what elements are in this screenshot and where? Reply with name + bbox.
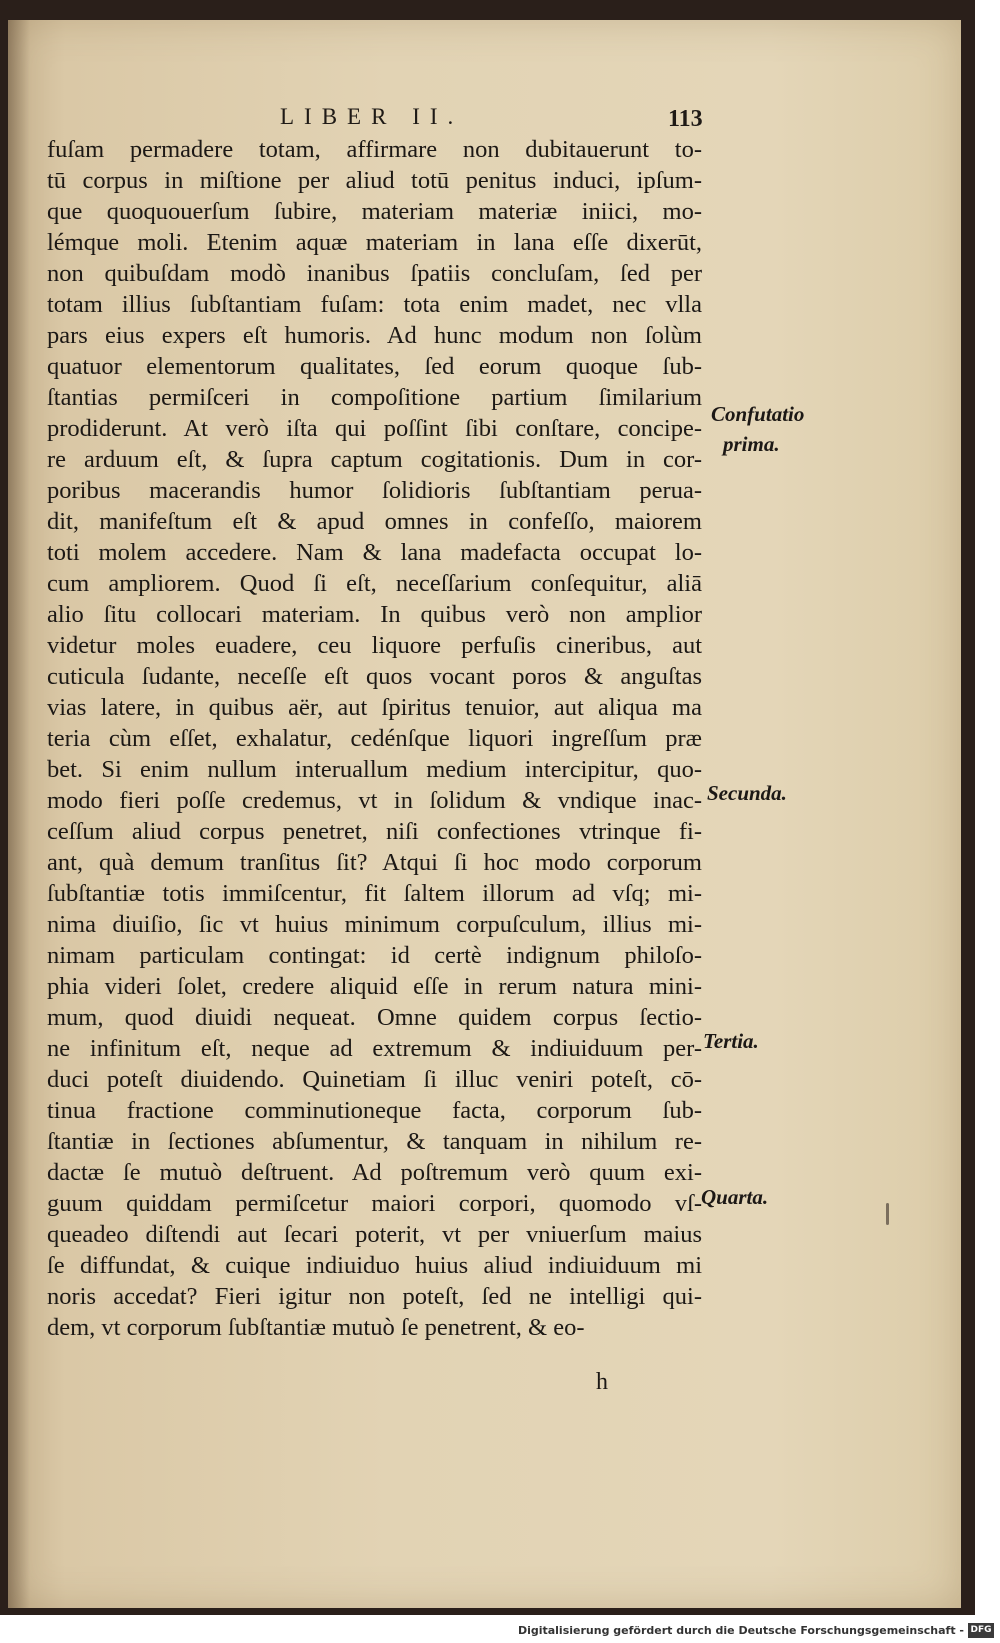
text-line: vias latere, in quibus aër, aut ſpiritus tenuior, aut aliqua ma	[47, 694, 702, 721]
text-line: videtur moles euadere, ceu liquore perfuſis cineribus, aut	[47, 632, 702, 659]
text-line: ceſſum aliud corpus penetret, niſi confectiones vtrinque fi-	[47, 818, 702, 845]
text-line: guum quiddam permiſcetur maiori corpori, quomodo vſ-	[47, 1190, 702, 1217]
text-line: fuſam permadere totam, affirmare non dubitauerunt to-	[47, 136, 702, 163]
running-head: LIBER II.	[280, 104, 464, 129]
marginal-note-secunda: Secunda.	[707, 781, 787, 805]
text-line: alio ſitu collocari materiam. In quibus verò non amplior	[47, 601, 702, 628]
text-line: dit, manifeſtum eſt & apud omnes in confeſſo, maiorem	[47, 508, 702, 535]
text-line: dactæ ſe mutuò deſtruent. Ad poſtremum verò quum exi-	[47, 1159, 702, 1186]
text-line: cum ampliorem. Quod ſi eſt, neceſſarium conſequitur, aliā	[47, 570, 702, 597]
text-line: noris accedat? Fieri igitur non poteſt, ſed ne intelligi qui-	[47, 1283, 702, 1310]
text-line: modo fieri poſſe credemus, vt in ſolidum & vndique inac-	[47, 787, 702, 814]
page-gutter-shadow	[8, 20, 30, 1608]
text-line: ſubſtantiæ totis immiſcentur, fit ſaltem illorum ad vſq; mi-	[47, 880, 702, 907]
marginal-note-tertia: Tertia.	[703, 1029, 759, 1053]
text-line: ſe diffundat, & cuique indiuiduo huius aliud indiuiduum mi	[47, 1252, 702, 1279]
text-line: bet. Si enim nullum interuallum medium intercipitur, quo-	[47, 756, 702, 783]
text-line: ant, quà demum tranſitus ſit? Atqui ſi hoc modo corporum	[47, 849, 702, 876]
text-line: phia videri ſolet, credere aliquid eſſe in rerum natura mini-	[47, 973, 702, 1000]
text-line: tinua fractione comminutioneque facta, corporum ſub-	[47, 1097, 702, 1124]
dfg-logo: DFG	[968, 1623, 994, 1638]
text-line: quatuor elementorum qualitates, ſed eorum quoque ſub-	[47, 353, 702, 380]
text-line: re arduum eſt, & ſupra captum cogitationis. Dum in cor-	[47, 446, 702, 473]
body-text	[47, 134, 702, 1343]
marginal-note-quarta: Quarta.	[701, 1185, 769, 1209]
marginal-note-prima: prima.	[723, 432, 780, 456]
text-line: nimam particulam contingat: id certè indignum philoſo-	[47, 942, 702, 969]
text-line: prodiderunt. At verò iſta qui poſſint ſibi conſtare, concipe-	[47, 415, 702, 442]
text-line: que quoquouerſum ſubire, materiam materiæ iniici, mo-	[47, 198, 702, 225]
text-line: toti molem accedere. Nam & lana madefacta occupat lo-	[47, 539, 702, 566]
funding-credit: Digitalisierung gefördert durch die Deutsche Forschungsgemeinschaft -	[517, 1624, 964, 1637]
text-line: dem, vt corporum ſubſtantiæ mutuò ſe penetrent, & eo-	[47, 1314, 585, 1341]
text-line: totam illius ſubſtantiam fuſam: tota enim madet, nec vlla	[47, 291, 702, 318]
text-line: teria cùm eſſet, exhalatur, cedénſque liquori ingreſſum præ	[47, 725, 702, 752]
text-line: ſtantiæ in ſectiones abſumentur, & tanquam in nihilum re-	[47, 1128, 702, 1155]
text-line: queadeo diſtendi aut ſecari poterit, vt per vniuerſum maius	[47, 1221, 702, 1248]
marginal-note-confutatio: Confutatio	[711, 402, 805, 426]
text-line: nima diuiſio, ſic vt huius minimum corpuſculum, illius mi-	[47, 911, 702, 938]
text-line: non quibuſdam modò inanibus ſpatiis concluſam, ſed per	[47, 260, 702, 287]
text-line: cuticula ſudante, neceſſe eſt quos vocant poros & anguſtas	[47, 663, 702, 690]
text-line: poribus macerandis humor ſolidioris ſubſtantiam perua-	[47, 477, 702, 504]
catchword: h	[596, 1369, 608, 1395]
text-line: ne infinitum eſt, neque ad extremum & indiuiduum per-	[47, 1035, 702, 1062]
text-line: lémque moli. Etenim aquæ materiam in lana eſſe dixerūt,	[47, 229, 702, 256]
paper-blemish	[886, 1203, 889, 1225]
page-number: 113	[668, 106, 703, 132]
text-line: ſtantias permiſceri in compoſitione partium ſimilarium	[47, 384, 702, 411]
text-line: tū corpus in miſtione per aliud totū penitus induci, ipſum-	[47, 167, 702, 194]
text-line: mum, quod diuidi nequeat. Omne quidem corpus ſectio-	[47, 1004, 702, 1031]
text-line: duci poteſt diuidendo. Quinetiam ſi illuc veniri poteſt, cō-	[47, 1066, 702, 1093]
text-line: pars eius expers eſt humoris. Ad hunc modum non ſolùm	[47, 322, 702, 349]
